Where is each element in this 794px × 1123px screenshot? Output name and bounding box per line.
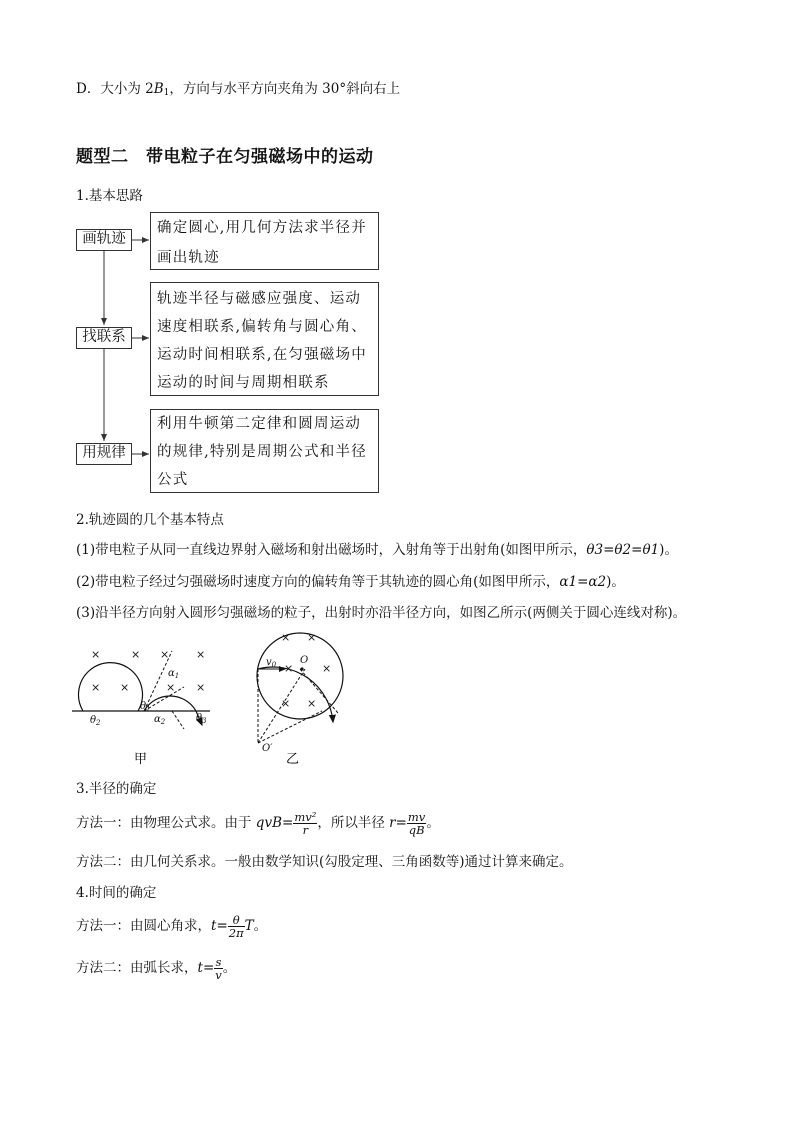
cross: × [91, 681, 101, 694]
feature-2-end: )。 [606, 574, 625, 590]
cross: × [307, 697, 317, 710]
feature-1-formula: θ3=θ2=θ1 [586, 542, 660, 558]
heading-time: 4.时间的确定 [76, 885, 157, 901]
cross: × [281, 631, 291, 644]
t2-end: 。 [222, 960, 237, 976]
cross: × [281, 697, 291, 710]
label-O: O [300, 655, 309, 666]
time-method-1: 方法一：由圆心角求，t= $\frac{\theta}{2\pi}$ T。 [76, 913, 268, 940]
cross: × [166, 681, 176, 694]
m1-frac-2 [407, 811, 426, 836]
radius-method-1 [76, 805, 440, 841]
caption-jia: 甲 [134, 752, 148, 767]
t1-end: 。 [253, 918, 268, 934]
cross: × [131, 648, 141, 661]
m1-num1: mv² [294, 810, 317, 824]
m1-num2: mv [407, 810, 426, 824]
t1-T: T [244, 918, 254, 934]
figure-jia [72, 648, 210, 729]
t2-t: t [197, 960, 203, 976]
cross: × [284, 662, 294, 675]
m1-lhs: qvB [255, 815, 282, 831]
m1-den2: qB [408, 823, 425, 837]
t1-den: 2π [228, 926, 244, 940]
figures [60, 625, 360, 775]
cross: × [196, 681, 206, 694]
m1-eq2: = [395, 815, 407, 831]
flow-step-2-desc: 轨迹半径与磁感应强度、运动速度相联系,偏转角与圆心角、运动时间相联系,在匀强磁场中运动的时间与周期相联系 [150, 282, 379, 396]
feature-2 [76, 570, 625, 590]
m1-end: 。 [426, 815, 440, 831]
jia-crosses [91, 648, 205, 694]
t1-frac [228, 914, 245, 939]
cross: × [307, 631, 317, 644]
option-d-suffix: ，方向与水平方向夹角为 30°斜向右上 [169, 81, 401, 97]
t2-den: v [215, 968, 222, 982]
heading-basic-idea: 1.基本思路 [76, 188, 143, 204]
m1-den1: r [302, 823, 309, 837]
figure-yi [257, 631, 343, 754]
m1-r: r [389, 815, 396, 831]
flow-step-1-desc: 确定圆心,用几何方法求半径并画出轨迹 [150, 212, 379, 270]
caption-yi: 乙 [286, 752, 300, 767]
t1-t: t [211, 918, 217, 934]
t1-prefix: 方法一：由圆心角求， [76, 918, 211, 934]
flowchart-arrows [0, 0, 400, 500]
feature-2-text: (2)带电粒子经过匀强磁场时速度方向的偏转角等于其轨迹的圆心角(如图甲所示， [76, 574, 560, 590]
flow-step-2-label: 找联系 [76, 327, 132, 349]
feature-1 [76, 538, 678, 558]
cross: × [91, 648, 101, 661]
cross: × [120, 681, 130, 694]
feature-3: (3)沿半径方向射入圆形匀强磁场的粒子，出射时亦沿半径方向，如图乙所示(两侧关于圆心连线对称)。 [76, 605, 687, 621]
cross: × [322, 662, 332, 675]
label-theta1: $\theta_1$ [140, 701, 151, 713]
label-theta3: $\theta_3$ [196, 713, 207, 725]
option-d-sub: 1 [163, 88, 170, 98]
t1-num: θ [228, 914, 245, 927]
t2-frac [214, 956, 223, 981]
option-d-b: B [153, 81, 164, 97]
label-alpha2: $\alpha_2$ [154, 714, 166, 726]
m1-frac-1 [293, 811, 317, 836]
time-method-2: 方法二：由弧长求，t= $\frac{s}{v}$ 。 [76, 955, 237, 982]
flow-step-3-label: 用规律 [76, 443, 132, 465]
label-v0: $v_0$ [266, 657, 277, 669]
heading-circle-features: 2.轨迹圆的几个基本特点 [76, 512, 224, 528]
t2-num: s [215, 955, 222, 969]
yi-crosses [281, 631, 331, 710]
label-alpha1: $\alpha_1$ [168, 668, 180, 680]
feature-1-end: )。 [659, 542, 678, 558]
feature-1-text: (1)带电粒子从同一直线边界射入磁场和射出磁场时，入射角等于出射角(如图甲所示， [76, 542, 587, 558]
radius-method-2: 方法二：由几何关系求。一般由数学知识(勾股定理、三角函数等)通过计算来确定。 [76, 854, 573, 870]
t2-prefix: 方法二：由弧长求， [76, 960, 198, 976]
cross: × [160, 648, 170, 661]
flow-step-3-desc: 利用牛顿第二定律和圆周运动的规律,特别是周期公式和半径公式 [150, 409, 379, 493]
section-title: 题型二 带电粒子在匀强磁场中的运动 [76, 147, 374, 167]
label-theta2: $\theta_2$ [90, 715, 101, 727]
flow-step-1-label: 画轨迹 [76, 229, 132, 251]
label-O-prime: O′ [262, 743, 273, 754]
option-d-prefix: D．大小为 2 [76, 81, 154, 97]
m1-eq: = [282, 815, 294, 831]
heading-radius: 3.半径的确定 [76, 781, 157, 797]
cross: × [196, 648, 206, 661]
feature-2-formula: α1=α2 [559, 574, 607, 590]
m1-prefix: 方法一：由物理公式求。由于 [76, 815, 256, 831]
m1-mid: ，所以半径 [317, 815, 390, 831]
